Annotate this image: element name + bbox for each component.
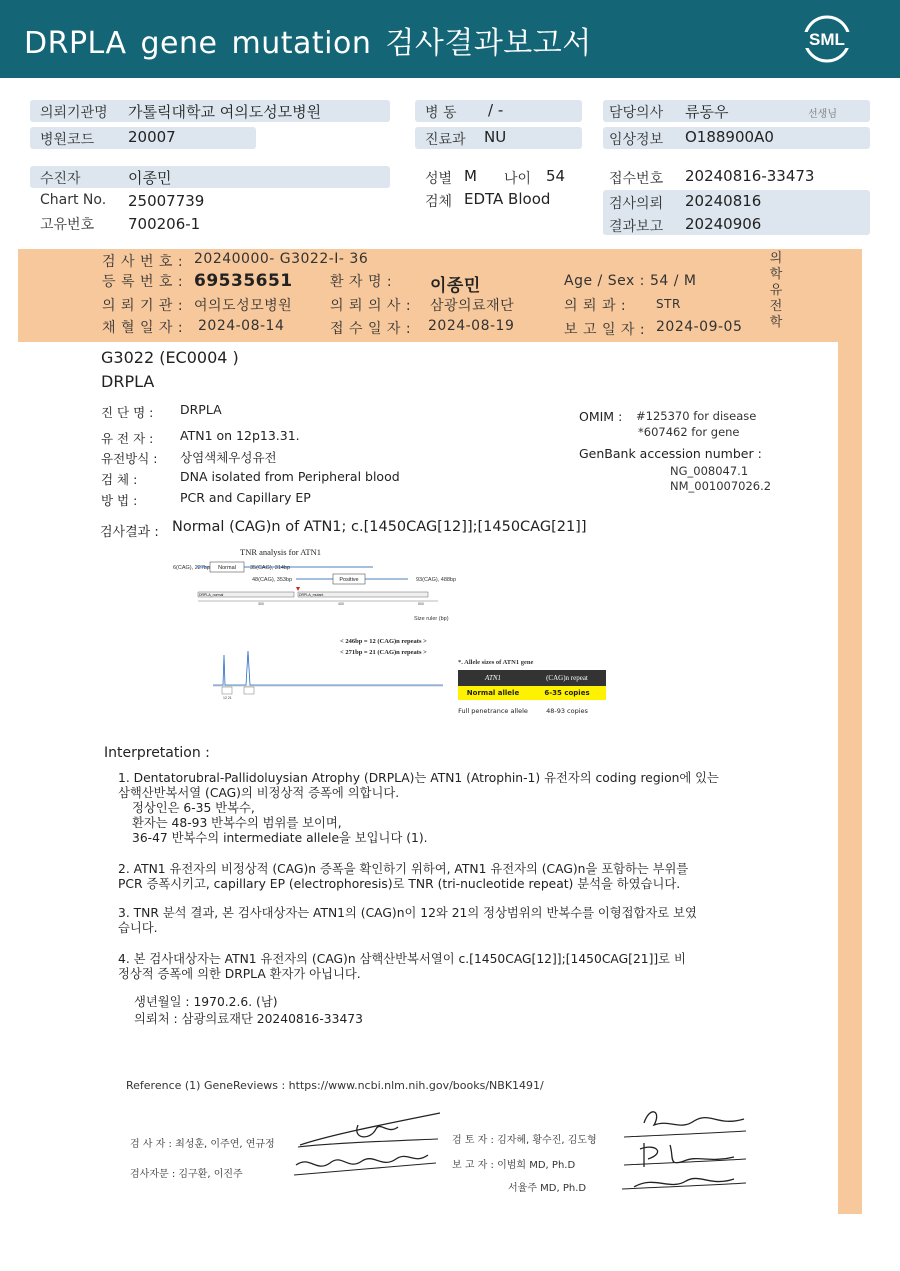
mode-label: 유전방식 : xyxy=(101,451,158,466)
reporter-line-1: 보 고 자 : 이범희 MD, Ph.D xyxy=(452,1160,576,1171)
genbank-ng: NG_008047.1 xyxy=(670,464,749,478)
hospital-code-value: 20007 xyxy=(128,128,176,146)
interpretation-heading: Interpretation : xyxy=(104,745,210,761)
svg-text:Positive: Positive xyxy=(339,577,359,583)
table-cell-full: Full penetrance allele xyxy=(458,707,528,715)
sample-value: DNA isolated from Peripheral blood xyxy=(180,469,400,484)
gene-value: ATN1 on 12p13.31. xyxy=(180,428,300,443)
patient-value: 이종민 xyxy=(128,169,172,187)
unique-value: 700206-1 xyxy=(128,215,201,233)
requester-reference: 의뢰처 : 삼광의료재단 20240816-33473 xyxy=(134,1012,363,1026)
omim-disease: #125370 for disease xyxy=(636,409,757,423)
report-date-label: 결과보고 xyxy=(609,219,664,235)
svg-text:500: 500 xyxy=(418,602,424,606)
result-value: Normal (CAG)n of ATN1; c.[1450CAG[12]];[1450CAG[21]] xyxy=(172,519,587,535)
table-row-normal xyxy=(458,686,606,700)
agesex-value: 54 / M xyxy=(650,273,697,289)
mode-value: 상염색체우성유전 xyxy=(180,450,277,465)
table-cell-normal-copies: 6-35 copies xyxy=(544,689,590,697)
allele-table-title: *. Allele sizes of ATN1 gene xyxy=(458,659,534,666)
scan-report-label: 보 고 일 자 : xyxy=(564,322,646,338)
allele-size-table xyxy=(458,659,606,722)
test-name: DRPLA xyxy=(101,372,155,391)
reference-line: Reference (1) GeneReviews : https://www.ncbi.nlm.nih.gov/books/NBK1491/ xyxy=(126,1079,544,1092)
interp-p4-l2: 정상적 증폭에 의한 DRPLA 환자가 아닙니다. xyxy=(118,967,361,981)
collect-value: 2024-08-14 xyxy=(198,318,285,334)
age-label: 나이 xyxy=(504,171,532,187)
scan-report-value: 2024-09-05 xyxy=(656,319,743,335)
reg-no-label: 등 록 번 호 : xyxy=(102,274,184,290)
svg-text:400: 400 xyxy=(338,602,344,606)
reporter-line-2: 서율주 MD, Ph.D xyxy=(508,1183,587,1194)
sample-label: 검 체 : xyxy=(101,472,138,487)
org-label: 의 뢰 기 관 : xyxy=(102,298,184,314)
birth-date: 생년월일 : 1970.2.6. (남) xyxy=(134,995,278,1009)
test-no-value: 20240000- G3022-I- 36 xyxy=(194,251,369,267)
test-code: G3022 (EC0004 ) xyxy=(101,348,239,367)
interp-p1-l2: 삼핵산반복서열 (CAG)의 비정상적 증폭에 의합니다. xyxy=(118,786,400,800)
table-cell-full-copies: 48-93 copies xyxy=(546,707,588,715)
patient-label: 수진자 xyxy=(40,171,81,187)
request-date-value: 20240816 xyxy=(685,192,762,210)
svg-text:300: 300 xyxy=(258,602,264,606)
age-value: 54 xyxy=(546,167,566,185)
doctor-label: 담당의사 xyxy=(609,105,664,121)
scanned-report xyxy=(18,249,862,1214)
specimen-value: EDTA Blood xyxy=(464,190,551,208)
svg-text:35(CAG), 314bp: 35(CAG), 314bp xyxy=(250,565,291,571)
table-header-gene: ATN1 xyxy=(484,674,502,682)
scan-dept-label: 의 뢰 과 : xyxy=(564,298,627,314)
genbank-nm: NM_001007026.2 xyxy=(670,479,772,493)
agesex-label: Age / Sex : xyxy=(564,273,645,289)
svg-text:< 271bp = 21 (CAG)n repeats >: < 271bp = 21 (CAG)n repeats > xyxy=(340,649,427,656)
method-value: PCR and Capillary EP xyxy=(180,490,311,505)
svg-text:48(CAG), 353bp: 48(CAG), 353bp xyxy=(252,577,293,583)
testers-line: 검 사 자 : 최성훈, 이주연, 연규정 xyxy=(130,1139,275,1150)
sex-label: 성별 xyxy=(425,171,453,187)
scan-receipt-label: 접 수 일 자 : xyxy=(330,321,412,337)
unique-label: 고유번호 xyxy=(40,217,95,233)
chart-value: 25007739 xyxy=(128,192,205,210)
diagnosis-label: 진 단 명 : xyxy=(101,405,154,420)
interp-p3-l2: 습니다. xyxy=(118,921,158,935)
table-header-repeat: (CAG)n repeat xyxy=(546,674,588,682)
receipt-value: 20240816-33473 xyxy=(685,167,815,185)
hospital-code-label: 병원코드 xyxy=(40,132,95,148)
genbank-label: GenBank accession number : xyxy=(579,446,762,461)
report-date-value: 20240906 xyxy=(685,215,762,233)
interp-p4-l1: 4. 본 검사대상자는 ATN1 유전자의 (CAG)n 삼핵산반복서열이 c.[1450CAG[12]];[1450CAG[21]]로 비 xyxy=(118,952,686,966)
scan-receipt-value: 2024-08-19 xyxy=(428,318,515,334)
collect-label: 채 혈 일 자 : xyxy=(102,320,184,336)
table-cell-normal: Normal allele xyxy=(466,689,520,697)
svg-text:Size ruler (bp): Size ruler (bp) xyxy=(414,616,449,622)
interp-p1-l1: 1. Dentatorubral-Pallidoluysian Atrophy (DRPLA)는 ATN1 (Atrophin-1) 유전자의 coding region에 있는 xyxy=(118,771,719,785)
svg-text:< 246bp = 12 (CAG)n repeats >: < 246bp = 12 (CAG)n repeats > xyxy=(340,638,427,645)
method-label: 방 법 : xyxy=(101,493,138,508)
ward-label: 병 동 xyxy=(425,105,457,121)
result-label: 검사결과 : xyxy=(100,525,159,540)
clinical-label: 임상정보 xyxy=(609,132,664,148)
svg-text:Normal: Normal xyxy=(218,565,236,571)
advisors-line: 검사자문 : 김구환, 이진주 xyxy=(130,1169,243,1180)
doctor-suffix: 선생님 xyxy=(808,109,837,120)
diagnosis-value: DRPLA xyxy=(180,402,222,417)
omim-gene: *607462 for gene xyxy=(638,425,740,439)
patient-bar xyxy=(30,166,390,188)
report-title: DRPLA gene mutation 검사결과보고서 xyxy=(24,26,592,61)
scan-patient-value: 이종민 xyxy=(430,276,481,296)
scan-doctor-label: 의 뢰 의 사 : xyxy=(330,298,412,314)
svg-text:93(CAG), 488bp: 93(CAG), 488bp xyxy=(416,577,457,583)
tester-signature xyxy=(290,1105,450,1185)
interp-p3-l1: 3. TNR 분석 결과, 본 검사대상자는 ATN1의 (CAG)n이 12와 21의 정상범위의 반복수를 이형접합자로 보였 xyxy=(118,906,697,920)
requester-label: 의뢰기관명 xyxy=(40,105,108,121)
ward-value: / - xyxy=(488,101,504,119)
scan-edge-strip xyxy=(838,342,862,1214)
org-value: 여의도성모병원 xyxy=(194,298,293,314)
omim-label: OMIM : xyxy=(579,409,623,424)
report-header xyxy=(0,0,900,78)
svg-text:DRPLA_normal: DRPLA_normal xyxy=(199,593,224,597)
interp-p1-l5: 36-47 반복수의 intermediate allele을 보입니다 (1). xyxy=(132,831,428,845)
reviewers-line: 검 토 자 : 김자혜, 황수진, 김도형 xyxy=(452,1135,597,1146)
sex-value: M xyxy=(464,167,477,185)
svg-text:SML: SML xyxy=(809,30,845,49)
table-header-row xyxy=(458,670,606,686)
side-department-text: 의학유전학 xyxy=(769,251,783,330)
chart-label: Chart No. xyxy=(40,192,107,208)
scan-doctor-value: 삼광의료재단 xyxy=(430,298,515,314)
specimen-label: 검체 xyxy=(425,194,453,210)
svg-text:DRPLA_mutant: DRPLA_mutant xyxy=(299,593,324,597)
reg-no-value: 69535651 xyxy=(194,271,293,291)
reviewer-signature xyxy=(614,1101,754,1197)
interp-p1-l3: 정상인은 6-35 반복수, xyxy=(132,801,255,815)
scan-patient-label: 환 자 명 : xyxy=(330,274,393,290)
test-no-label: 검 사 번 호 : xyxy=(102,254,184,270)
doctor-value: 류동우 xyxy=(685,103,729,121)
requester-value: 가톨릭대학교 여의도성모병원 xyxy=(128,103,322,121)
scan-dept-value: STR xyxy=(656,297,681,311)
svg-text:12 21: 12 21 xyxy=(223,696,232,700)
clinical-value: O188900A0 xyxy=(685,128,774,146)
dept-label: 진료과 xyxy=(425,132,466,148)
svg-text:TNR analysis for ATN1: TNR analysis for ATN1 xyxy=(240,547,321,557)
sml-logo xyxy=(800,12,854,66)
request-date-label: 검사의뢰 xyxy=(609,196,664,212)
interp-p1-l4: 환자는 48-93 반복수의 범위를 보이며, xyxy=(132,816,342,830)
receipt-label: 접수번호 xyxy=(609,171,664,187)
table-row-full xyxy=(458,700,606,722)
svg-text:6(CAG), 227bp: 6(CAG), 227bp xyxy=(173,565,210,571)
gene-label: 유 전 자 : xyxy=(101,431,154,446)
interp-p2-l2: PCR 증폭시키고, capillary EP (electrophoresis)로 TNR (tri-nucleotide repeat) 분석을 하였습니다. xyxy=(118,877,681,891)
dept-value: NU xyxy=(484,128,507,146)
interp-p2-l1: 2. ATN1 유전자의 비정상적 (CAG)n 증폭을 확인하기 위하여, ATN1 유전자의 (CAG)n을 포함하는 부위를 xyxy=(118,862,689,876)
